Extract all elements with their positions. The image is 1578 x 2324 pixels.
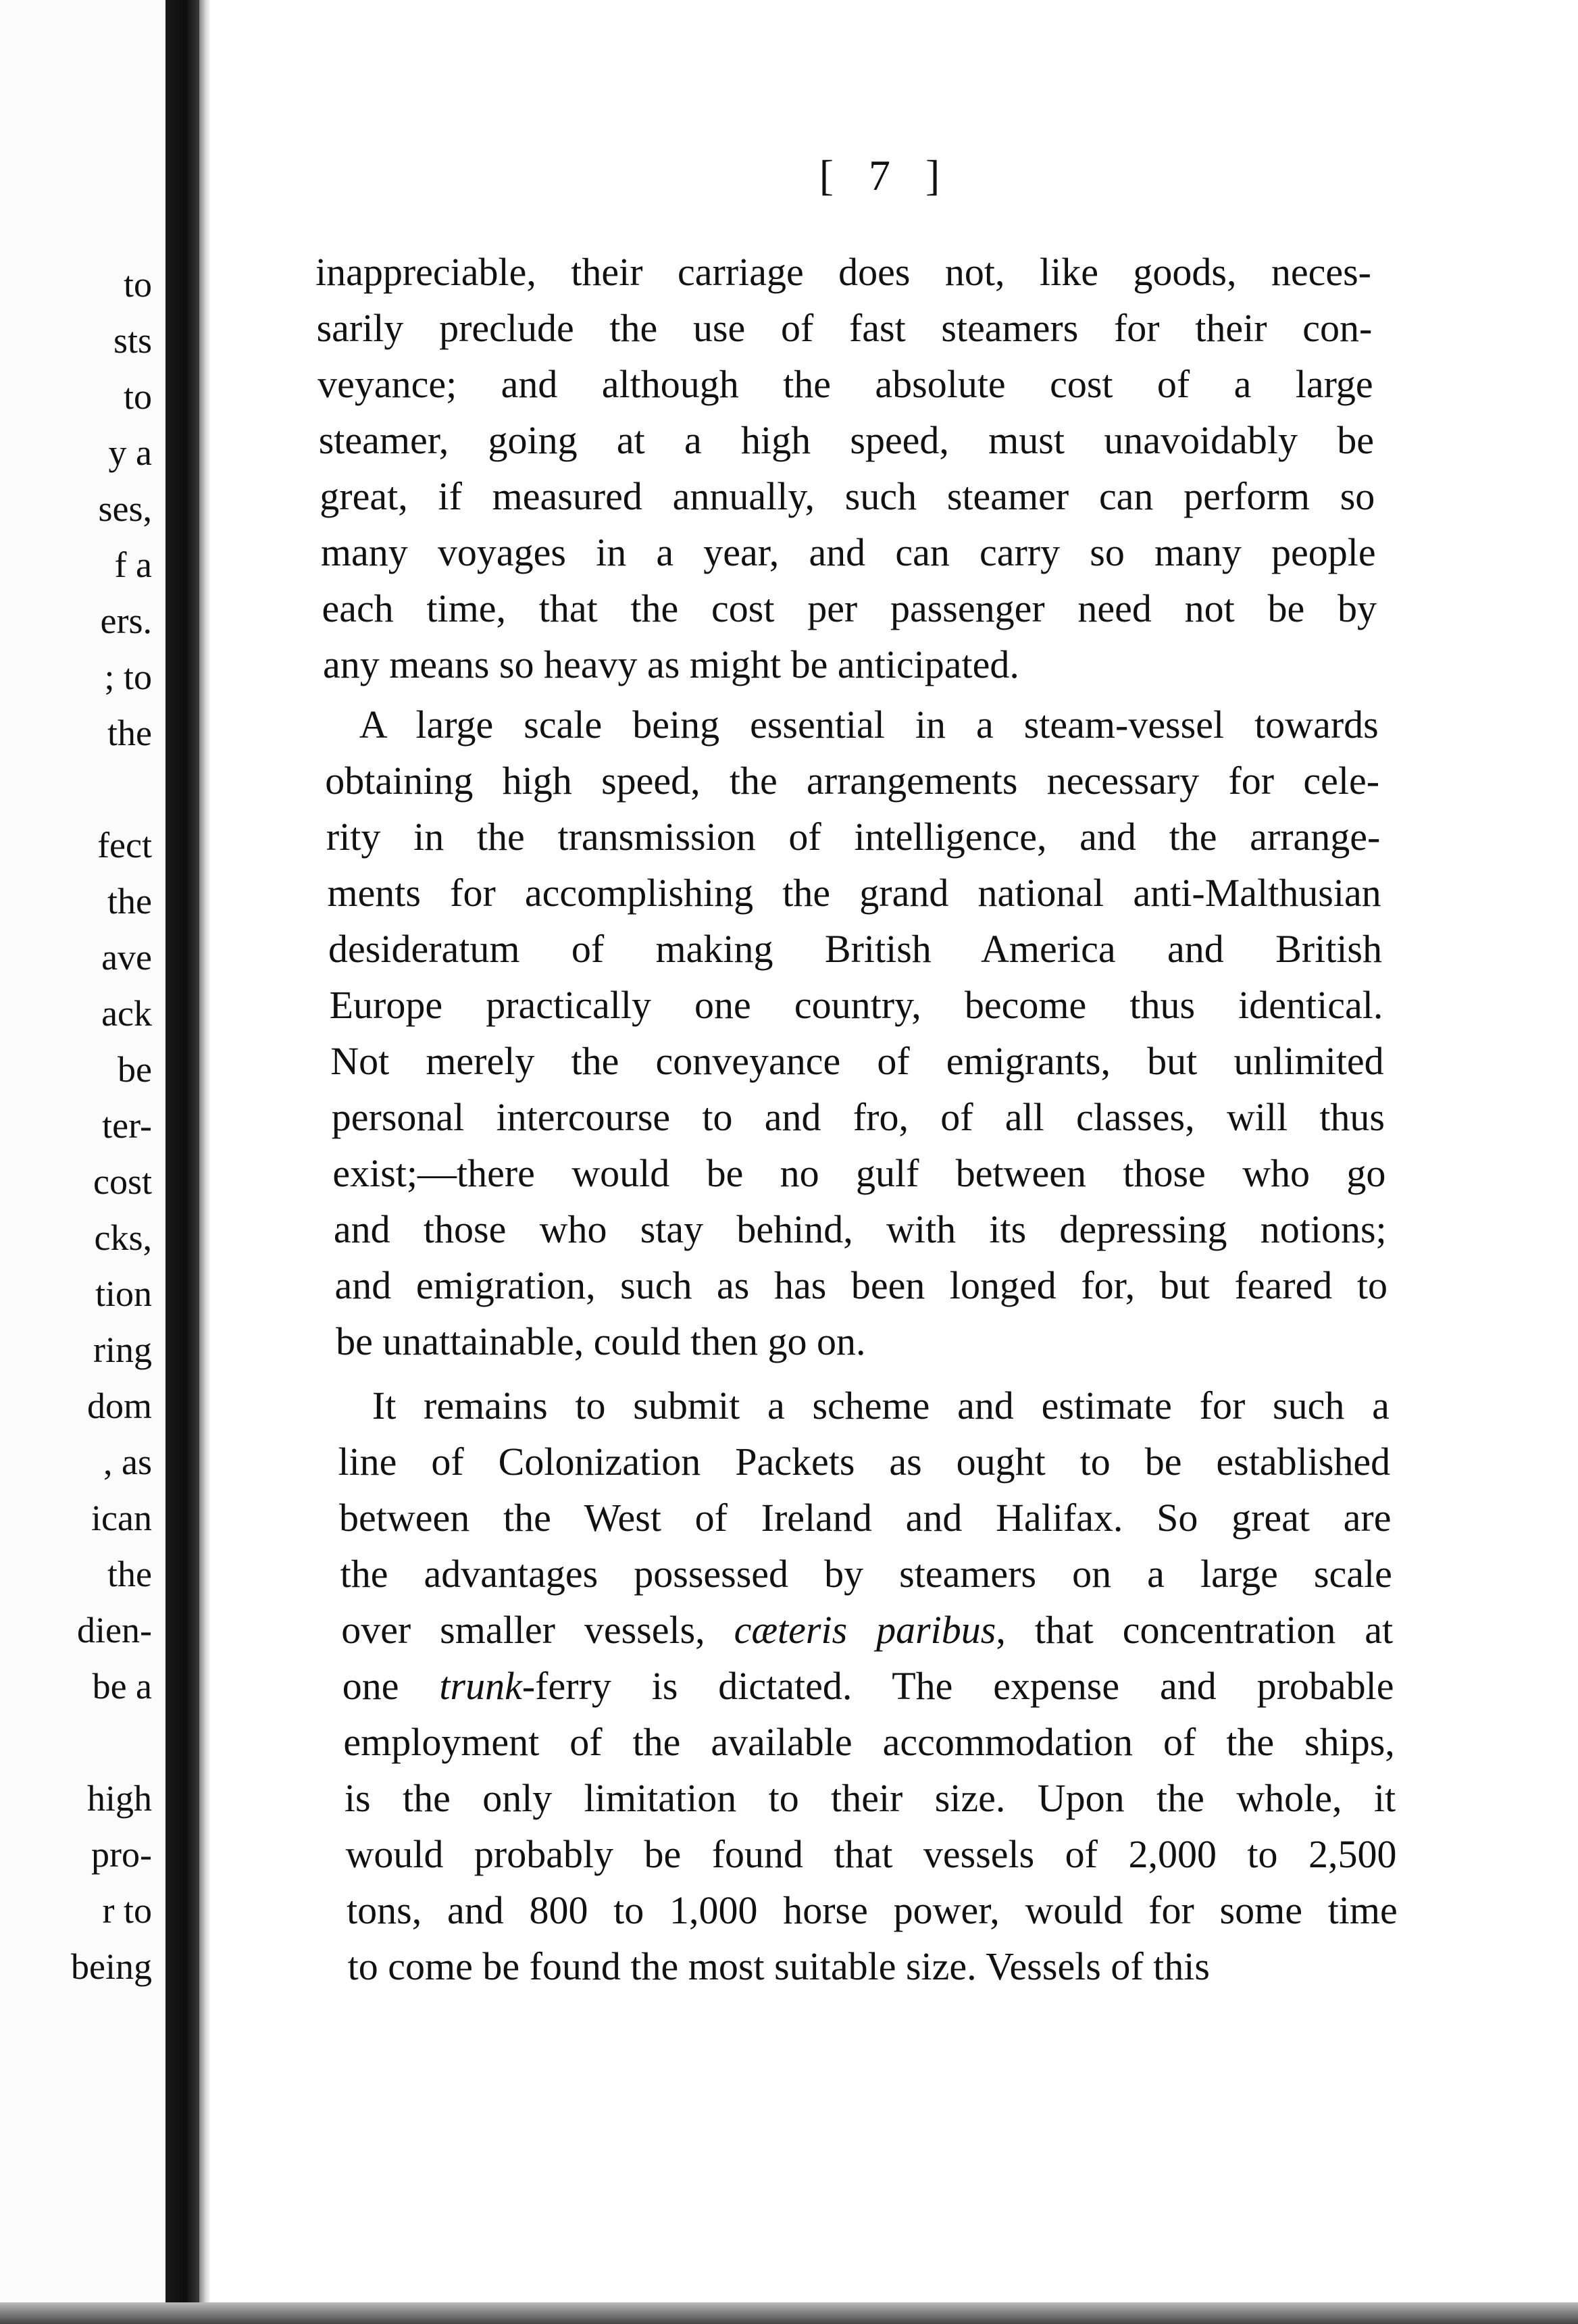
text-line: many voyages in a year, and can carry so many people — [320, 530, 1376, 574]
text-line: each time, that the cost per passenger need not be by — [322, 586, 1377, 630]
text-line: exist;—there would be no gulf between those who go — [332, 1151, 1386, 1195]
text-line: any means so heavy as might be anticipated. — [323, 642, 1019, 686]
text-line: ments for accomplishing the grand national anti-Malthusian — [327, 871, 1381, 915]
facing-page-line: ring — [93, 1330, 152, 1370]
text-line: the advantages possessed by steamers on a large scale — [340, 1552, 1392, 1596]
text-line: between the West of Ireland and Halifax. So great are — [339, 1496, 1392, 1540]
facing-page-line: ave — [101, 937, 152, 978]
facing-page-line: to — [123, 264, 152, 305]
facing-page-line: being — [71, 1946, 152, 1987]
spine-shadow — [199, 0, 210, 2324]
facing-page-line: the — [107, 713, 152, 753]
facing-page-line: tion — [95, 1273, 152, 1314]
text-line: It remains to submit a scheme and estimate for such a — [372, 1384, 1390, 1428]
text-line: A large scale being essential in a steam-vessel towards — [359, 703, 1379, 747]
page-number: [ 7 ] — [819, 151, 952, 199]
facing-page-line: cks, — [94, 1217, 152, 1258]
book-spine — [166, 0, 199, 2324]
text-line: line of Colonization Packets as ought to be established — [338, 1440, 1391, 1484]
italic-run: cæteris paribus — [734, 1608, 996, 1652]
text-line: desideratum of making British America and British — [328, 927, 1383, 971]
facing-page-fragment — [0, 0, 166, 2324]
facing-page-line: ter- — [102, 1105, 152, 1146]
text-run: -ferry is dictated. The expense and probable — [521, 1664, 1394, 1708]
text-line: would probably be found that vessels of 2,000 to 2,500 — [345, 1832, 1397, 1876]
facing-page-line: ers. — [100, 601, 152, 641]
text-line: Not merely the conveyance of emigrants, but unlimited — [330, 1039, 1384, 1083]
text-line: steamer, going at a high speed, must unavoidably be — [318, 418, 1374, 462]
text-run: one — [342, 1664, 440, 1708]
facing-page-line: the — [107, 881, 152, 921]
facing-page-line: sts — [113, 320, 152, 361]
text-line: inappreciable, their carriage does not, like goods, neces- — [315, 250, 1371, 294]
facing-page-line: ack — [101, 993, 152, 1034]
facing-page-line — [0, 761, 152, 817]
facing-page-line: be — [118, 1049, 152, 1090]
facing-page-line: cost — [93, 1161, 152, 1202]
text-line: great, if measured annually, such steamer can perform so — [320, 474, 1375, 518]
text-line — [341, 1602, 1393, 1658]
facing-page-line: high — [86, 1778, 152, 1819]
text-line: be unattainable, could then go on. — [336, 1319, 866, 1363]
facing-page-line: ican — [91, 1498, 152, 1538]
facing-page-line: dom — [86, 1386, 152, 1426]
text-line: rity in the transmission of intelligence, and the arrange- — [326, 815, 1381, 859]
facing-page-line: fect — [97, 825, 152, 865]
facing-page-line: pro- — [91, 1834, 152, 1875]
text-line: Europe practically one country, become thus identical. — [329, 983, 1383, 1027]
facing-page-line: y a — [108, 432, 152, 473]
text-line: obtaining high speed, the arrangements necessary for cele- — [325, 759, 1380, 803]
facing-page-line: ses, — [98, 488, 152, 529]
scan-bottom-edge — [0, 2302, 1578, 2324]
text-line: sarily preclude the use of fast steamers for their con- — [316, 306, 1373, 350]
facing-page-line: dien- — [77, 1610, 152, 1650]
facing-page-line: f a — [114, 545, 152, 585]
text-line: to come be found the most suitable size. Vessels of this — [347, 1944, 1210, 1988]
book-page — [210, 0, 1578, 2302]
text-run: over smaller vessels, — [341, 1608, 734, 1652]
text-line: employment of the available accommodation of the ships, — [343, 1720, 1395, 1764]
italic-run: trunk — [439, 1664, 522, 1708]
text-line: is the only limitation to their size. Upon the whole, it — [344, 1776, 1396, 1820]
facing-page-line: to — [123, 376, 152, 417]
facing-page-line — [0, 1715, 152, 1770]
facing-page-line: ; to — [104, 657, 152, 697]
text-run: , that concentration at — [996, 1608, 1394, 1652]
text-line — [342, 1659, 1394, 1714]
text-line: and emigration, such as has been longed for, but feared to — [334, 1263, 1388, 1307]
facing-page-line: r to — [102, 1890, 152, 1931]
text-line: and those who stay behind, with its depressing notions; — [333, 1207, 1387, 1251]
facing-page-line: the — [107, 1554, 152, 1594]
text-line: tons, and 800 to 1,000 horse power, would for some time — [347, 1888, 1398, 1932]
facing-page-line: , as — [103, 1442, 152, 1482]
text-line: veyance; and although the absolute cost of a large — [317, 362, 1373, 406]
facing-page-line: be a — [92, 1666, 152, 1707]
text-line: personal intercourse to and fro, of all classes, will thus — [331, 1095, 1385, 1139]
